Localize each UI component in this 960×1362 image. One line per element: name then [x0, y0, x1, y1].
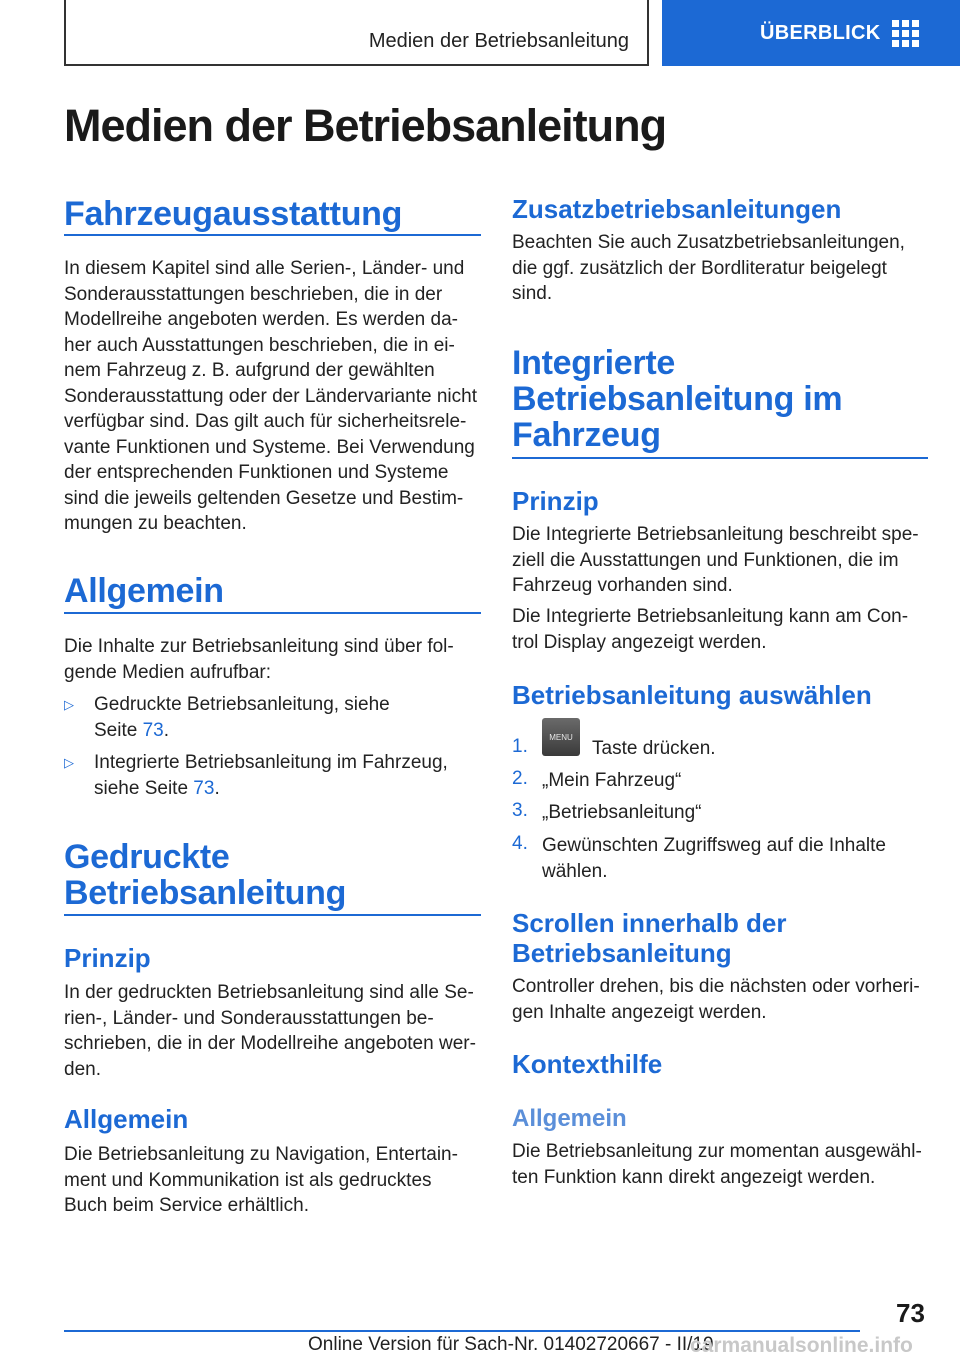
heading-zusatzbetriebsanleitungen: Zusatzbetriebsanleitungen — [512, 194, 842, 224]
step-number: 3. — [512, 800, 528, 821]
heading-allgemein: Allgemein — [64, 572, 224, 610]
tab-ueberblick-label: ÜBERBLICK — [760, 21, 881, 44]
heading-integrierte-betriebsanleitung: Integrierte Betriebsanleitung im Fahrzeug — [512, 344, 843, 454]
paragraph-zusatz: Beachten Sie auch Zusatzbetriebsanleitungen, die ggf. zusätzlich der Bordliteratur beigelegt sind. — [512, 232, 905, 304]
grid-icon — [892, 20, 919, 47]
footer-rule — [64, 1330, 860, 1332]
header-section-box — [64, 0, 649, 66]
page-link[interactable]: 73 — [193, 777, 215, 799]
heading-kontexthilfe: Kontexthilfe — [512, 1049, 663, 1079]
heading-scrollen: Scrollen innerhalb der Betriebsanleitung — [512, 908, 787, 968]
menu-button-icon: MENU — [542, 718, 580, 756]
paragraph-prinzip-right-b: Die Integrierte Betriebsanleitung kann am Con- trol Display angezeigt werden. — [512, 606, 909, 653]
bullet-marker-icon: ▷ — [64, 755, 74, 770]
header-section-title: Medien der Betriebsanleitung — [368, 30, 629, 52]
page-number: 73 — [896, 1298, 925, 1328]
page-link[interactable]: 73 — [142, 719, 164, 741]
step-number: 2. — [512, 768, 528, 789]
page-title: Medien der Betriebsanleitung — [64, 100, 667, 151]
heading-prinzip-right: Prinzip — [512, 486, 599, 516]
heading-prinzip: Prinzip — [64, 943, 151, 973]
paragraph-allgemein: Die Inhalte zur Betriebsanleitung sind über fol- gende Medien aufrufbar: — [64, 636, 454, 683]
heading-rule — [64, 234, 481, 236]
paragraph-fahrzeugausstattung: In diesem Kapitel sind alle Serien-, Länder- und Sonderausstattungen beschrieben, die in der Modellreihe angeboten werden. Es werden da- her auch Ausstattungen beschrieben, die in ei- nem Fahrzeug z. B. aufgrund der gewählten Sonderausstattung oder der Ländervariante nicht verfügbar sind. Das gilt auch für sicherheitsrele- vante Funktionen und Systeme. Bei Verwendung der entsprechenden Funktionen und Systeme sind die jeweils geltenden Gesetze und Bestim- mungen zu beachten. — [64, 258, 477, 534]
paragraph-scrollen: Controller drehen, bis die nächsten oder vorheri- gen Inhalte angezeigt werden. — [512, 976, 920, 1023]
heading-fahrzeugausstattung: Fahrzeugausstattung — [64, 195, 403, 233]
step-text: Taste drücken. — [592, 738, 716, 759]
step-text: Gewünschten Zugriffsweg auf die Inhalte wählen. — [542, 835, 886, 882]
watermark-logo: carmanualsonline.info — [690, 1334, 913, 1357]
paragraph-prinzip: In der gedruckten Betriebsanleitung sind alle Se- rien-, Länder- und Sonderausstattungen be- schrieben, die in der Modellreihe angeboten wer- den. — [64, 982, 476, 1080]
list-item: Gedruckte Betriebsanleitung, siehe Seite 73. — [94, 694, 390, 741]
heading-rule — [64, 612, 481, 614]
paragraph-prinzip-right-a: Die Integrierte Betriebsanleitung beschreibt spe- ziell die Ausstattungen und Funktionen, die im Fahrzeug vorhanden sind. — [512, 524, 919, 596]
list-item: Integrierte Betriebsanleitung im Fahrzeug, siehe Seite 73. — [94, 752, 448, 799]
paragraph-kontexthilfe: Die Betriebsanleitung zur momentan ausgewähl- ten Funktion kann direkt angezeigt werden. — [512, 1141, 922, 1188]
footer-online-version: Online Version für Sach-Nr. 01402720667 - II/19 — [308, 1334, 714, 1355]
heading-allgemein-2: Allgemein — [64, 1104, 189, 1134]
heading-gedruckte-betriebsanleitung: Gedruckte Betriebsanleitung — [64, 838, 347, 912]
heading-kontext-allgemein: Allgemein — [512, 1105, 627, 1132]
tab-ueberblick[interactable] — [662, 0, 960, 66]
step-number: 1. — [512, 736, 528, 757]
bullet-marker-icon: ▷ — [64, 697, 74, 712]
step-text: „Betriebsanleitung“ — [542, 802, 702, 823]
heading-rule — [64, 914, 481, 916]
heading-rule — [512, 457, 928, 459]
heading-betriebsanleitung-auswaehlen: Betriebsanleitung auswählen — [512, 680, 872, 710]
step-text: „Mein Fahrzeug“ — [542, 770, 682, 791]
paragraph-allgemein-2: Die Betriebsanleitung zu Navigation, Entertain- ment und Kommunikation ist als gedrucktes Buch beim Service erhältlich. — [64, 1144, 458, 1216]
step-number: 4. — [512, 833, 528, 854]
